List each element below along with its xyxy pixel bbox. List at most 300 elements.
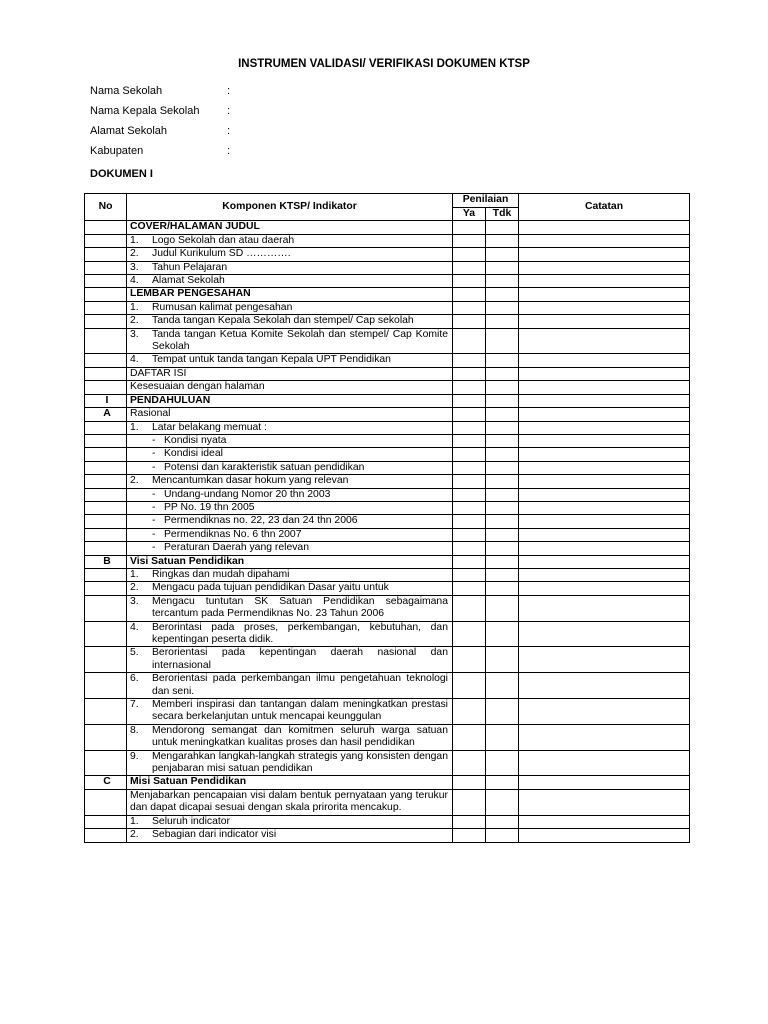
header-assessment: Penilaian xyxy=(453,194,519,208)
table-body xyxy=(85,221,690,842)
school-name-row xyxy=(90,84,230,104)
row-indicator xyxy=(127,829,453,842)
table-row xyxy=(85,528,690,541)
cell-yes[interactable] xyxy=(453,234,486,247)
table-row xyxy=(85,501,690,514)
item-text: Rumusan kalimat pengesahan xyxy=(152,301,293,313)
cell-notes[interactable] xyxy=(519,724,690,750)
row-indicator xyxy=(127,568,453,581)
item-marker: - xyxy=(152,528,156,540)
cell-notes[interactable] xyxy=(519,261,690,274)
cell-yes[interactable] xyxy=(453,301,486,314)
item-marker: 6. xyxy=(130,673,139,685)
row-number xyxy=(85,301,127,314)
cell-notes[interactable] xyxy=(519,776,690,789)
item-text: PP No. 19 thn 2005 xyxy=(164,501,255,513)
cell-no[interactable] xyxy=(486,421,519,434)
cell-yes[interactable] xyxy=(453,699,486,725)
row-number xyxy=(85,367,127,380)
row-indicator xyxy=(127,673,453,699)
row-number xyxy=(85,448,127,461)
cell-notes[interactable] xyxy=(519,528,690,541)
cell-yes[interactable] xyxy=(453,261,486,274)
cell-yes[interactable] xyxy=(453,354,486,367)
row-indicator xyxy=(127,595,453,621)
row-indicator xyxy=(127,448,453,461)
cell-no[interactable] xyxy=(486,488,519,501)
row-number xyxy=(85,434,127,447)
item-text: Mendorong semangat dan komitmen seluruh warga satuan untuk meningkatkan kualitas proses dan hasil pendidikan xyxy=(152,724,448,749)
cell-notes[interactable] xyxy=(519,275,690,288)
item-marker: 1. xyxy=(130,301,139,313)
table-row xyxy=(85,568,690,581)
cell-notes[interactable] xyxy=(519,595,690,621)
cell-notes[interactable] xyxy=(519,750,690,776)
item-marker: 1. xyxy=(130,568,139,580)
cell-notes[interactable] xyxy=(519,542,690,555)
cell-notes[interactable] xyxy=(519,582,690,595)
table-row xyxy=(85,367,690,380)
row-number xyxy=(85,582,127,595)
item-text: Berorintasi pada proses, perkembangan, kebutuhan, dan kepentingan peserta didik. xyxy=(152,621,448,645)
table-row xyxy=(85,582,690,595)
item-text: Tempat untuk tanda tangan Kepala UPT Pendidikan xyxy=(152,354,391,366)
cell-yes[interactable] xyxy=(453,542,486,555)
item-marker: 1. xyxy=(130,234,139,246)
item-marker: 2. xyxy=(130,475,139,487)
row-number: I xyxy=(85,394,127,407)
row-indicator xyxy=(127,354,453,367)
cell-no[interactable] xyxy=(486,234,519,247)
table-row xyxy=(85,261,690,274)
row-number xyxy=(85,261,127,274)
item-text: Tanda tangan Ketua Komite Sekolah dan stempel/ Cap Komite Sekolah xyxy=(152,328,448,353)
school-info xyxy=(90,84,230,164)
cell-notes[interactable] xyxy=(519,434,690,447)
table-row xyxy=(85,315,690,328)
table-row xyxy=(85,234,690,247)
cell-yes[interactable] xyxy=(453,555,486,568)
item-text: Menjabarkan pencapaian visi dalam bentuk pernyataan yang terukur dan dapat dicapai sesuai dengan skala prirorita mencakup. xyxy=(130,789,448,814)
cell-notes[interactable] xyxy=(519,475,690,488)
row-indicator xyxy=(127,234,453,247)
item-text: Potensi dan karakteristik satuan pendidikan xyxy=(164,461,365,473)
cell-yes[interactable] xyxy=(453,367,486,380)
cell-no[interactable] xyxy=(486,301,519,314)
table-row xyxy=(85,673,690,699)
cell-no[interactable] xyxy=(486,542,519,555)
cell-yes[interactable] xyxy=(453,408,486,421)
school-address-row xyxy=(90,124,230,144)
section-title: DOKUMEN I xyxy=(90,168,153,180)
principal-name-label: Nama Kepala Sekolah xyxy=(90,105,200,117)
cell-no[interactable] xyxy=(486,776,519,789)
table-row xyxy=(85,248,690,261)
cell-yes[interactable] xyxy=(453,381,486,394)
item-marker: 4. xyxy=(130,621,139,633)
cell-no[interactable] xyxy=(486,515,519,528)
row-indicator: LEMBAR PENGESAHAN xyxy=(127,288,453,301)
cell-notes[interactable] xyxy=(519,301,690,314)
row-number xyxy=(85,315,127,328)
row-indicator xyxy=(127,750,453,776)
item-marker: 3. xyxy=(130,261,139,273)
cell-no[interactable] xyxy=(486,261,519,274)
cell-no[interactable] xyxy=(486,221,519,234)
item-marker: - xyxy=(152,448,156,460)
item-text: Tanda tangan Kepala Sekolah dan stempel/ Cap sekolah xyxy=(152,315,414,327)
cell-no[interactable] xyxy=(486,829,519,842)
table-row xyxy=(85,699,690,725)
item-marker: - xyxy=(152,542,156,554)
item-marker: - xyxy=(152,434,156,446)
table-row xyxy=(85,381,690,394)
item-marker: - xyxy=(152,515,156,527)
table-row xyxy=(85,408,690,421)
row-indicator xyxy=(127,501,453,514)
header-no: No xyxy=(85,194,127,221)
cell-no[interactable] xyxy=(486,248,519,261)
cell-yes[interactable] xyxy=(453,288,486,301)
cell-no[interactable] xyxy=(486,501,519,514)
row-indicator xyxy=(127,647,453,673)
row-number xyxy=(85,528,127,541)
cell-yes[interactable] xyxy=(453,315,486,328)
row-number xyxy=(85,815,127,828)
cell-notes[interactable] xyxy=(519,234,690,247)
cell-notes[interactable] xyxy=(519,328,690,354)
item-text: Ringkas dan mudah dipahami xyxy=(152,568,290,580)
cell-yes[interactable] xyxy=(453,475,486,488)
table-row xyxy=(85,776,690,789)
row-number xyxy=(85,328,127,354)
cell-notes[interactable] xyxy=(519,367,690,380)
row-indicator xyxy=(127,275,453,288)
item-marker: 2. xyxy=(130,582,139,594)
row-number: C xyxy=(85,776,127,789)
table-row xyxy=(85,789,690,815)
table-row xyxy=(85,815,690,828)
cell-no[interactable] xyxy=(486,394,519,407)
item-text: Mengacu pada tujuan pendidikan Dasar yaitu untuk xyxy=(152,582,389,594)
header-no-tdk: Tdk xyxy=(486,208,519,221)
cell-no[interactable] xyxy=(486,647,519,673)
item-text: Kondisi ideal xyxy=(164,448,223,460)
cell-yes[interactable] xyxy=(453,750,486,776)
cell-notes[interactable] xyxy=(519,621,690,647)
cell-yes[interactable] xyxy=(453,568,486,581)
cell-yes[interactable] xyxy=(453,621,486,647)
header-yes: Ya xyxy=(453,208,486,221)
table-row xyxy=(85,221,690,234)
cell-no[interactable] xyxy=(486,582,519,595)
cell-no[interactable] xyxy=(486,461,519,474)
row-number: A xyxy=(85,408,127,421)
cell-no[interactable] xyxy=(486,448,519,461)
cell-notes[interactable] xyxy=(519,408,690,421)
item-text: Berorientasi pada perkembangan ilmu pengetahuan teknologi dan seni. xyxy=(152,673,448,697)
row-number xyxy=(85,475,127,488)
cell-notes[interactable] xyxy=(519,699,690,725)
item-marker: 8. xyxy=(130,724,139,736)
row-number xyxy=(85,673,127,699)
cell-no[interactable] xyxy=(486,288,519,301)
cell-no[interactable] xyxy=(486,724,519,750)
cell-no[interactable] xyxy=(486,528,519,541)
row-indicator xyxy=(127,789,453,815)
item-text: Seluruh indicator xyxy=(152,815,230,827)
cell-notes[interactable] xyxy=(519,354,690,367)
cell-notes[interactable] xyxy=(519,221,690,234)
cell-yes[interactable] xyxy=(453,515,486,528)
regency-row xyxy=(90,144,230,164)
row-number xyxy=(85,354,127,367)
item-text: Berorientasi pada kepentingan daerah nasional dan internasional xyxy=(152,647,448,671)
school-name-label: Nama Sekolah xyxy=(90,85,163,97)
row-number xyxy=(85,621,127,647)
cell-notes[interactable] xyxy=(519,421,690,434)
row-number xyxy=(85,275,127,288)
row-indicator xyxy=(127,421,453,434)
cell-yes[interactable] xyxy=(453,673,486,699)
row-number xyxy=(85,421,127,434)
cell-notes[interactable] xyxy=(519,815,690,828)
header-notes: Catatan xyxy=(519,194,690,221)
table-row xyxy=(85,275,690,288)
cell-notes[interactable] xyxy=(519,461,690,474)
item-text: Undang-undang Nomor 20 thn 2003 xyxy=(164,488,331,500)
row-indicator xyxy=(127,542,453,555)
row-indicator: DAFTAR ISI xyxy=(127,367,453,380)
item-text: Mengacu tuntutan SK Satuan Pendidikan sebagaimana tercantum pada Permendiknas No. 23 Tahun 2006 xyxy=(152,595,448,620)
row-indicator xyxy=(127,515,453,528)
row-number xyxy=(85,221,127,234)
item-text: Mencantumkan dasar hokum yang relevan xyxy=(152,475,349,487)
school-name-colon: : xyxy=(227,85,231,97)
cell-no[interactable] xyxy=(486,367,519,380)
row-number xyxy=(85,234,127,247)
item-text: Logo Sekolah dan atau daerah xyxy=(152,234,295,246)
cell-yes[interactable] xyxy=(453,647,486,673)
header-component: Komponen KTSP/ Indikator xyxy=(127,194,453,221)
row-indicator xyxy=(127,248,453,261)
cell-yes[interactable] xyxy=(453,275,486,288)
row-indicator xyxy=(127,724,453,750)
row-indicator xyxy=(127,434,453,447)
table-row xyxy=(85,288,690,301)
cell-yes[interactable] xyxy=(453,488,486,501)
row-indicator: Rasional xyxy=(127,408,453,421)
row-number xyxy=(85,248,127,261)
cell-notes[interactable] xyxy=(519,555,690,568)
cell-notes[interactable] xyxy=(519,647,690,673)
table-row xyxy=(85,829,690,842)
row-number xyxy=(85,568,127,581)
regency-colon: : xyxy=(227,145,231,157)
row-indicator xyxy=(127,475,453,488)
cell-yes[interactable] xyxy=(453,501,486,514)
row-number xyxy=(85,647,127,673)
cell-notes[interactable] xyxy=(519,288,690,301)
table-row xyxy=(85,354,690,367)
row-number: B xyxy=(85,555,127,568)
item-marker: 1. xyxy=(130,421,139,433)
item-marker: 3. xyxy=(130,595,139,607)
cell-no[interactable] xyxy=(486,434,519,447)
row-number xyxy=(85,501,127,514)
cell-yes[interactable] xyxy=(453,448,486,461)
validation-table xyxy=(84,193,690,843)
cell-yes[interactable] xyxy=(453,789,486,815)
row-indicator xyxy=(127,328,453,354)
row-number xyxy=(85,515,127,528)
row-number xyxy=(85,789,127,815)
cell-yes[interactable] xyxy=(453,248,486,261)
cell-notes[interactable] xyxy=(519,394,690,407)
row-indicator xyxy=(127,621,453,647)
row-indicator xyxy=(127,261,453,274)
item-text: Judul Kurikulum SD …………. xyxy=(152,248,291,260)
row-number xyxy=(85,750,127,776)
table-row xyxy=(85,301,690,314)
cell-yes[interactable] xyxy=(453,724,486,750)
table-row xyxy=(85,394,690,407)
cell-notes[interactable] xyxy=(519,515,690,528)
cell-yes[interactable] xyxy=(453,829,486,842)
item-text: Alamat Sekolah xyxy=(152,275,225,287)
cell-no[interactable] xyxy=(486,328,519,354)
cell-notes[interactable] xyxy=(519,448,690,461)
table-row xyxy=(85,621,690,647)
cell-notes[interactable] xyxy=(519,501,690,514)
item-marker: 5. xyxy=(130,647,139,659)
cell-no[interactable] xyxy=(486,750,519,776)
item-text: Latar belakang memuat : xyxy=(152,421,267,433)
item-text: Peraturan Daerah yang relevan xyxy=(164,542,309,554)
item-marker: 2. xyxy=(130,248,139,260)
row-indicator xyxy=(127,815,453,828)
table-row xyxy=(85,750,690,776)
cell-yes[interactable] xyxy=(453,434,486,447)
cell-notes[interactable] xyxy=(519,381,690,394)
item-marker: 9. xyxy=(130,750,139,762)
table-row xyxy=(85,595,690,621)
item-marker: 1. xyxy=(130,815,139,827)
cell-no[interactable] xyxy=(486,699,519,725)
cell-notes[interactable] xyxy=(519,673,690,699)
cell-yes[interactable] xyxy=(453,582,486,595)
row-indicator: PENDAHULUAN xyxy=(127,394,453,407)
cell-no[interactable] xyxy=(486,621,519,647)
table-row xyxy=(85,542,690,555)
cell-yes[interactable] xyxy=(453,461,486,474)
cell-notes[interactable] xyxy=(519,568,690,581)
row-number xyxy=(85,381,127,394)
item-text: Tahun Pelajaran xyxy=(152,261,228,273)
cell-yes[interactable] xyxy=(453,394,486,407)
cell-yes[interactable] xyxy=(453,221,486,234)
item-marker: 2. xyxy=(130,315,139,327)
item-marker: - xyxy=(152,461,156,473)
row-indicator xyxy=(127,301,453,314)
item-marker: - xyxy=(152,501,156,513)
school-address-label: Alamat Sekolah xyxy=(90,125,168,137)
row-indicator xyxy=(127,699,453,725)
row-indicator xyxy=(127,528,453,541)
item-marker: 2. xyxy=(130,829,139,841)
item-marker: 7. xyxy=(130,699,139,711)
document-title: INSTRUMEN VALIDASI/ VERIFIKASI DOKUMEN KTSP xyxy=(238,58,530,70)
school-address-colon: : xyxy=(227,125,231,137)
cell-notes[interactable] xyxy=(519,789,690,815)
principal-name-row xyxy=(90,104,230,124)
cell-no[interactable] xyxy=(486,315,519,328)
table-row xyxy=(85,515,690,528)
cell-yes[interactable] xyxy=(453,595,486,621)
cell-no[interactable] xyxy=(486,815,519,828)
item-marker: 3. xyxy=(130,328,139,340)
cell-no[interactable] xyxy=(486,555,519,568)
item-text: Permendiknas No. 6 thn 2007 xyxy=(164,528,302,540)
row-number xyxy=(85,829,127,842)
item-text: Kondisi nyata xyxy=(164,434,227,446)
cell-no[interactable] xyxy=(486,595,519,621)
cell-notes[interactable] xyxy=(519,488,690,501)
regency-label: Kabupaten xyxy=(90,145,144,157)
table-row xyxy=(85,421,690,434)
item-text: Permendiknas no. 22, 23 dan 24 thn 2006 xyxy=(164,515,358,527)
cell-no[interactable] xyxy=(486,354,519,367)
cell-no[interactable] xyxy=(486,275,519,288)
cell-yes[interactable] xyxy=(453,776,486,789)
cell-notes[interactable] xyxy=(519,315,690,328)
cell-no[interactable] xyxy=(486,381,519,394)
table-row xyxy=(85,724,690,750)
row-number xyxy=(85,288,127,301)
cell-no[interactable] xyxy=(486,408,519,421)
row-indicator: COVER/HALAMAN JUDUL xyxy=(127,221,453,234)
row-indicator xyxy=(127,315,453,328)
row-indicator xyxy=(127,488,453,501)
cell-no[interactable] xyxy=(486,568,519,581)
principal-name-colon: : xyxy=(227,105,231,117)
item-marker: 4. xyxy=(130,354,139,366)
row-indicator xyxy=(127,582,453,595)
row-indicator: Kesesuaian dengan halaman xyxy=(127,381,453,394)
cell-no[interactable] xyxy=(486,475,519,488)
row-number xyxy=(85,488,127,501)
table-row xyxy=(85,555,690,568)
row-number xyxy=(85,595,127,621)
item-marker: 4. xyxy=(130,275,139,287)
cell-yes[interactable] xyxy=(453,528,486,541)
table-row xyxy=(85,488,690,501)
cell-notes[interactable] xyxy=(519,829,690,842)
table-row xyxy=(85,328,690,354)
row-indicator xyxy=(127,461,453,474)
cell-notes[interactable] xyxy=(519,248,690,261)
cell-yes[interactable] xyxy=(453,815,486,828)
cell-yes[interactable] xyxy=(453,421,486,434)
table-row xyxy=(85,461,690,474)
table-row xyxy=(85,434,690,447)
cell-yes[interactable] xyxy=(453,328,486,354)
cell-no[interactable] xyxy=(486,789,519,815)
cell-no[interactable] xyxy=(486,673,519,699)
table-row xyxy=(85,475,690,488)
row-number xyxy=(85,724,127,750)
row-number xyxy=(85,542,127,555)
